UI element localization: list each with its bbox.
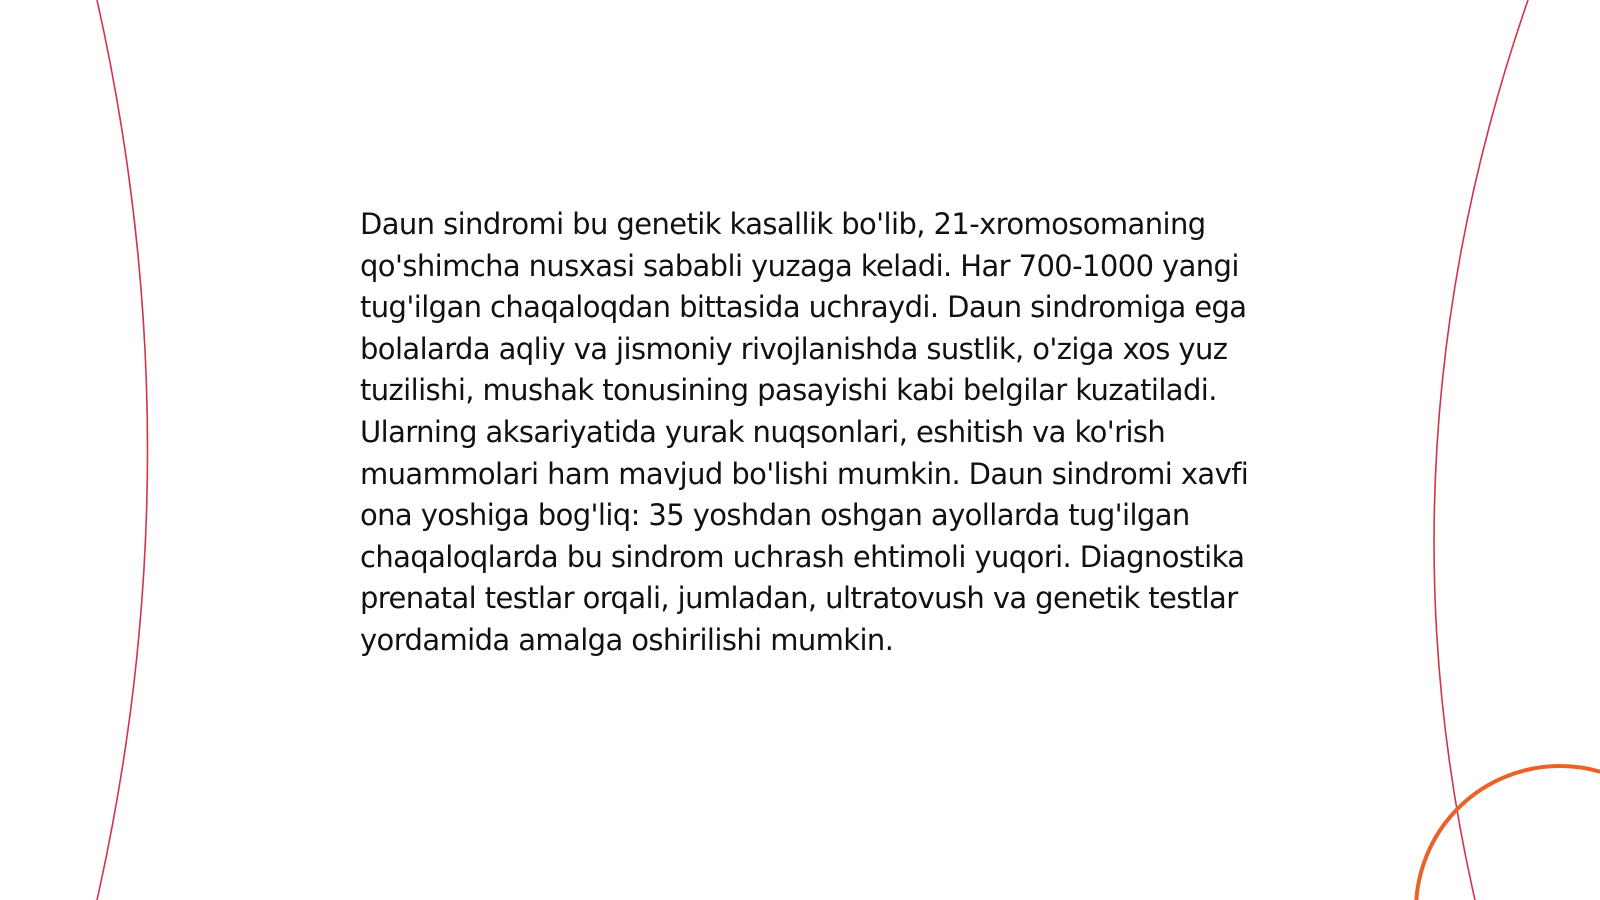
orange-accent-arc bbox=[1416, 766, 1600, 900]
slide-body-text: Daun sindromi bu genetik kasallik bo'lib, 21-xromosomaning qo'shimcha nusxasi sababli yuzaga keladi. Har 700-1000 yangi tug'ilgan chaqaloqdan bittasida uchraydi. Daun sindromiga ega bolalarda aqliy va jismoniy rivojlanishda sustlik, o'ziga xos yuz tuzilishi, mushak tonusining pasayishi kabi belgilar kuzatiladi. Ularning aksariyatida yurak nuqsonlari, eshitish va ko'rish muammolari ham mavjud bo'lishi mumkin. Daun sindromi xavfi ona yoshiga bog'liq: 35 yoshdan oshgan ayollarda tug'ilgan chaqaloqlarda bu sindrom uchrash ehtimoli yuqori. Diagnostika prenatal testlar orqali, jumladan, ultratovush va genetik testlar yordamida amalga oshirilishi mumkin. bbox=[360, 207, 1249, 657]
right-curve bbox=[1434, 0, 1528, 900]
left-curve bbox=[97, 0, 148, 900]
